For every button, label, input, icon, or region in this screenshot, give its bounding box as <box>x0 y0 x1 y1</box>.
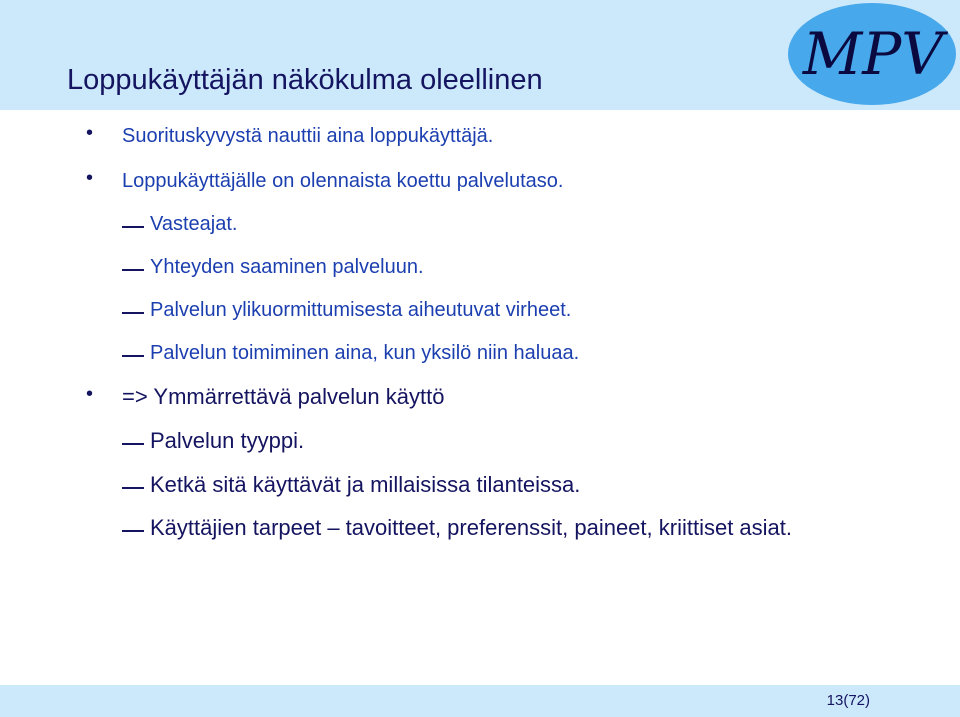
page-number: 13(72) <box>826 692 870 709</box>
bullet-icon: • <box>86 383 94 405</box>
list-item: Palvelun tyyppi. <box>150 428 305 453</box>
list-item: Käyttäjien tarpeet – tavoitteet, preferenssit, paineet, kriittiset asiat. <box>150 515 793 540</box>
logo-text: MPV <box>802 20 944 88</box>
dash-icon <box>122 355 144 357</box>
slide-title: Loppukäyttäjän näkökulma oleellinen <box>67 64 543 96</box>
dash-icon <box>122 530 144 532</box>
dash-icon <box>122 443 144 445</box>
list-item: Ketkä sitä käyttävät ja millaisissa tilanteissa. <box>150 472 581 497</box>
list-item: Loppukäyttäjälle on olennaista koettu palvelutaso. <box>122 170 564 192</box>
dash-icon <box>122 312 144 314</box>
dash-icon <box>122 487 144 489</box>
list-item: Yhteyden saaminen palveluun. <box>150 256 424 278</box>
dash-icon <box>122 269 144 271</box>
bullet-icon: • <box>86 122 94 144</box>
dash-icon <box>122 226 144 228</box>
list-item: Palvelun toimiminen aina, kun yksilö niin haluaa. <box>150 342 580 364</box>
list-item: => Ymmärrettävä palvelun käyttö <box>122 384 445 409</box>
list-item: Palvelun ylikuormittumisesta aiheutuvat virheet. <box>150 299 572 321</box>
bullet-icon: • <box>86 167 94 189</box>
list-item: Suorituskyvystä nauttii aina loppukäyttäjä. <box>122 125 494 147</box>
list-item: Vasteajat. <box>150 213 238 235</box>
footer-band <box>0 685 960 717</box>
